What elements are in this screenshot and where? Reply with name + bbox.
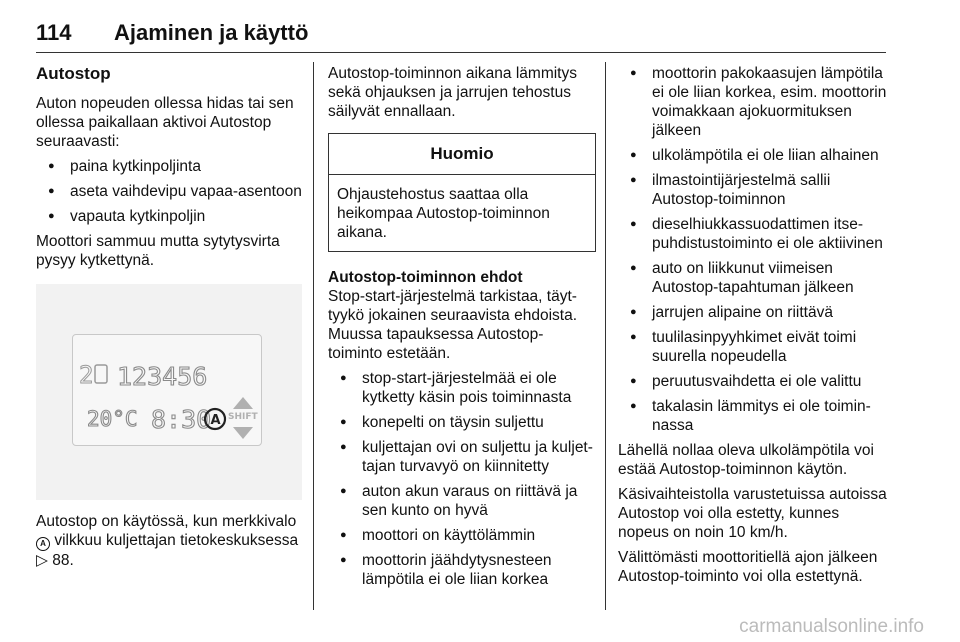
note-body: Ohjaustehostus saattaa olla heikompaa Autostop-toiminnon aikana. (337, 186, 550, 241)
svg-text:A: A (210, 413, 221, 428)
bullet-list (618, 64, 890, 435)
shift-up-arrow-icon (233, 397, 253, 409)
column-1 (36, 64, 302, 576)
list-item: ● dieselhiukkassuodattimen itsepuhdistustoiminto ei ole aktiivinen (618, 215, 890, 253)
shift-label: SHIFT (228, 412, 258, 422)
autostop-icon: A (36, 537, 50, 551)
list-item: ● moottori on käyttölämmin (328, 526, 596, 545)
bullet-list (36, 157, 302, 226)
odometer-readout: 123456 (117, 362, 208, 391)
list-item: ● takalasin lämmitys ei ole toiminnassa (618, 397, 890, 435)
list-item: ● auto on liikkunut viimeisen Autostop-tapahtuman jälkeen (618, 259, 890, 297)
list-item: ● paina kytkinpoljinta (36, 157, 302, 176)
list-item: ● konepelti on täysin suljettu (328, 413, 596, 432)
list-item: ● kuljettajan ovi on suljettu ja kuljettajan turvavyö on kiinnitetty (328, 438, 596, 476)
page-number: 114 (36, 20, 72, 45)
column-divider (313, 62, 314, 610)
note-box (328, 133, 596, 252)
column-divider (605, 62, 606, 610)
list-item: ● moottorin jäähdytysnesteen lämpötila ei ole liian korkea (328, 551, 596, 589)
list-item: ● aseta vaihdevipu vapaa-asentoon (36, 182, 302, 201)
list-item: ● peruutusvaihdetta ei ole valittu (618, 372, 890, 391)
lcd-graphic (73, 335, 261, 445)
paragraph: Välittömästi moottoritiellä ajon jälkeen Autostop-toiminto voi olla estettynä. (618, 549, 878, 585)
note-title: Huomio (329, 134, 595, 175)
list-item: ● moottorin pakokaasujen lämpötila ei ole liian korkea, esim. moottorin voimakkaan ajokuormituksen jälkeen (618, 64, 890, 140)
page-reference[interactable]: 88. (52, 552, 74, 569)
fuel-pump-icon: 2 (79, 361, 94, 389)
watermark: carmanualsonline.info (739, 616, 924, 637)
list-item: ● stop-start-järjestelmää ei ole kytketty käsin pois toiminnasta (328, 369, 596, 407)
paragraph: Autostop-toiminnon aikana lämmitys sekä ohjauksen ja jarrujen tehostus säilyvät ennallaan. (328, 65, 577, 120)
reference-arrow-icon: ▷ (36, 552, 48, 569)
instrument-display-figure (36, 284, 302, 500)
column-3 (618, 64, 890, 592)
caption-text: vilkkuu kuljettajan tietokeskuksessa (54, 532, 299, 549)
page-title: Ajaminen ja käyttö (114, 20, 309, 45)
list-item: ● ulkolämpötila ei ole liian alhainen (618, 146, 890, 165)
caption-text: Autostop on käytössä, kun merkkivalo (36, 513, 297, 530)
list-item: ● jarrujen alipaine on riittävä (618, 303, 890, 322)
bullet-list (328, 369, 596, 589)
page-header (36, 18, 886, 53)
figure-caption (36, 512, 302, 570)
paragraph: Stop-start-järjestelmä tarkistaa, täyttyykö jokainen seuraavista ehdoista. Muussa tapauksessa Autostop-toiminto estetään. (328, 288, 578, 362)
column-2 (328, 64, 596, 595)
clock-readout: 8:30 (151, 405, 212, 434)
section-heading: Autostop (36, 64, 111, 83)
list-item: ● vapauta kytkinpoljin (36, 207, 302, 226)
lcd-panel (72, 334, 262, 446)
paragraph: Moottori sammuu mutta sytytysvirta pysyy kytkettynä. (36, 233, 280, 269)
paragraph: Käsivaihteistolla varustetuissa autoissa Autostop voi olla estetty, kunnes nopeus on noin 10 km/h. (618, 486, 887, 541)
gear-indicator-icon (95, 365, 107, 383)
list-item: ● ilmastointijärjestelmä sallii Autostop-toiminnon (618, 171, 890, 209)
subsection-heading: Autostop-toiminnon ehdot (328, 269, 523, 286)
list-item: ● tuulilasinpyyhkimet eivät toimi suurella nopeudella (618, 328, 890, 366)
paragraph: Auton nopeuden ollessa hidas tai sen ollessa paikallaan aktivoi Autostop seuraavasti: (36, 95, 294, 150)
list-item: ● auton akun varaus on riittävä ja sen kunto on hyvä (328, 482, 596, 520)
shift-down-arrow-icon (233, 427, 253, 439)
paragraph: Lähellä nollaa oleva ulkolämpötila voi estää Autostop-toiminnon käytön. (618, 442, 874, 478)
temperature-readout: 20°C (87, 407, 138, 431)
